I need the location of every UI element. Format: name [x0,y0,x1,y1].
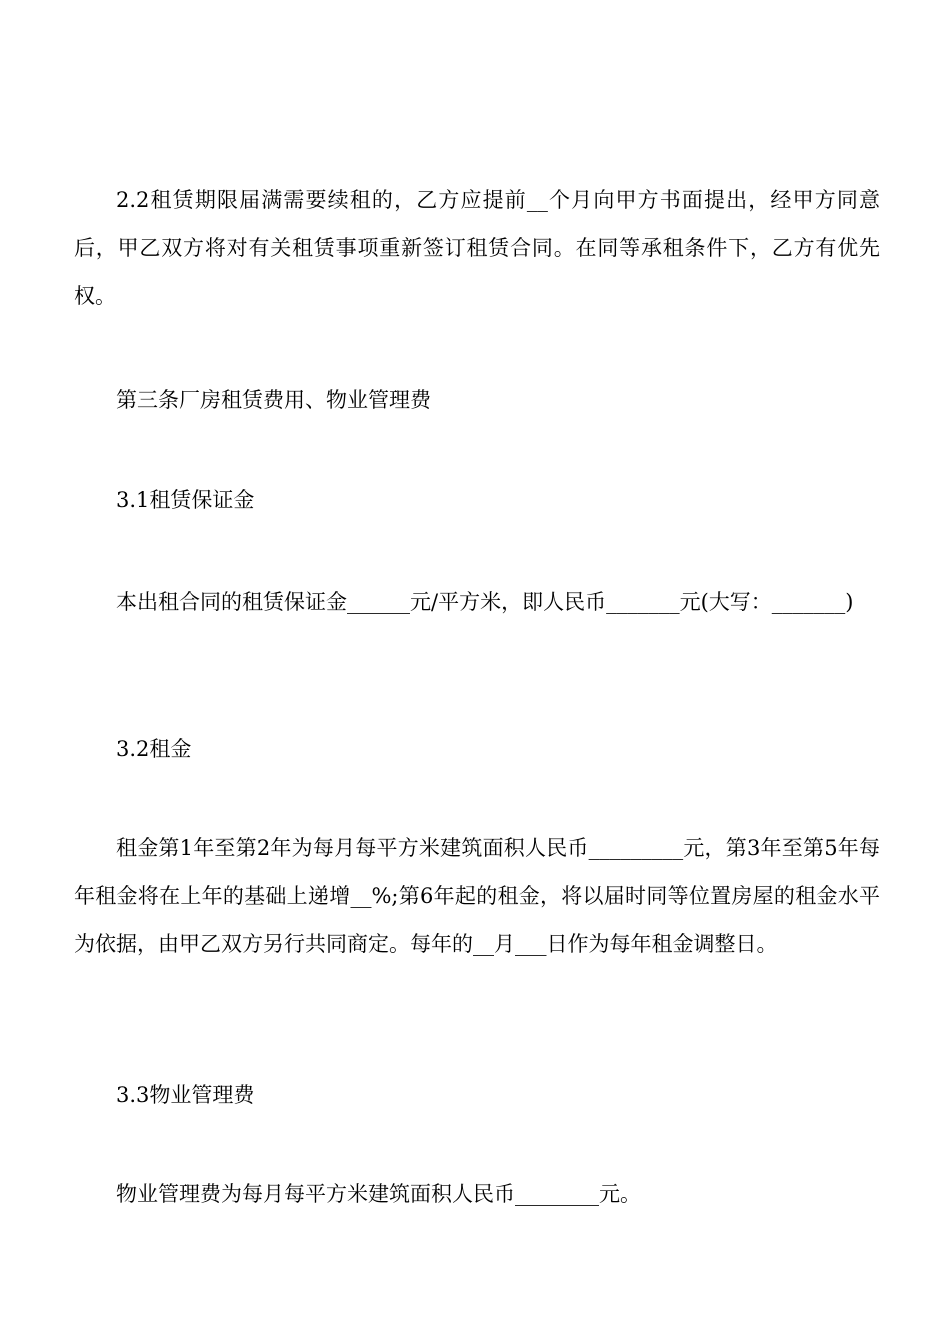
heading-deposit: 3.1租赁保证金 [116,488,255,512]
paragraph-renewal-clause: 2.2租赁期限届满需要续租的，乙方应提前__个月向甲方书面提出，经甲方同意后，甲乙双方将对有关租赁事项重新签订租赁合同。在同等承租条件下，乙方有优先权。 [74,188,880,308]
heading-property-fee: 3.3物业管理费 [116,1083,255,1107]
heading-rent: 3.2租金 [116,737,192,761]
heading-article-three: 第三条厂房租赁费用、物业管理费 [116,388,431,412]
paragraph-property-fee: 物业管理费为每月每平方米建筑面积人民币________元。 [116,1182,641,1206]
paragraph-rent: 租金第1年至第2年为每月每平方米建筑面积人民币_________元，第3年至第5年每年租金将在上年的基础上递增__%;第6年起的租金，将以届时同等位置房屋的租金水平为依据，由甲乙双方另行共同商定。每年的__月___日作为每年租金调整日。 [74,836,880,956]
paragraph-deposit: 本出租合同的租赁保证金______元/平方米，即人民币_______元(大写：_______) [116,590,854,614]
